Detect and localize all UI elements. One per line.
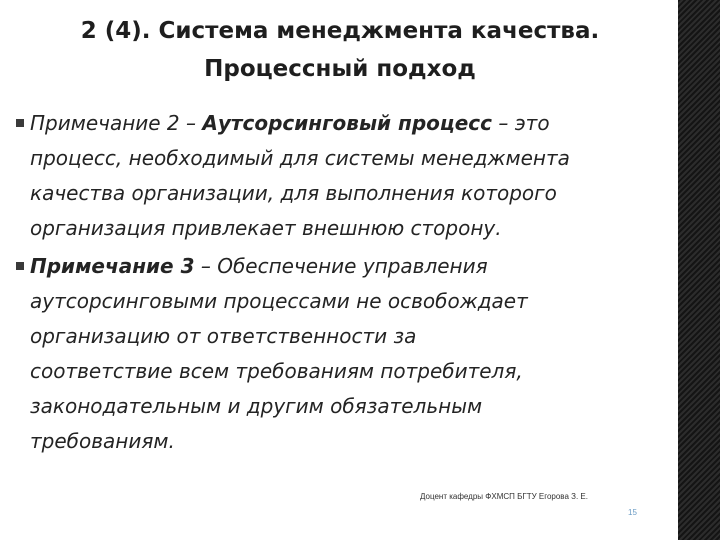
note-3-label: Примечание 3 — [30, 254, 195, 278]
note-3-line-3: организацию от ответственности за — [30, 324, 417, 348]
note-2-line-3: качества организации, для выполнения которого — [30, 181, 557, 205]
note-2-first-line — [30, 106, 666, 141]
page-number: 15 — [628, 508, 637, 517]
decorative-side-strip — [678, 0, 720, 540]
note-3-first-line — [30, 249, 666, 284]
slide-title-line-1: 2 (4). Система менеджмента качества. — [80, 18, 600, 44]
note-3-line-6: требованиям. — [30, 429, 175, 453]
slide-title-line-2: Процессный подход — [204, 56, 476, 82]
note-2-line-2: процесс, необходимый для системы менеджмента — [30, 146, 570, 170]
square-bullet-icon — [16, 119, 24, 127]
note-2-bullet — [16, 106, 666, 246]
square-bullet-icon — [16, 262, 24, 270]
footer-credit: Доцент кафедры ФХМСП БГТУ Егорова З. Е. — [420, 492, 588, 501]
note-2-after-term: – это — [491, 111, 550, 135]
note-2-term: Аутсорсинговый процесс — [202, 111, 492, 135]
note-2-dash: – — [179, 111, 203, 135]
note-3-line-2: аутсорсинговыми процессами не освобождает — [30, 289, 528, 313]
note-3-line-4: соответствие всем требованиям потребителя, — [30, 359, 523, 383]
note-3-bullet — [16, 249, 666, 459]
slide-title — [20, 12, 660, 88]
note-2-label: Примечание 2 — [30, 111, 180, 135]
note-3-line-5: законодательным и другим обязательным — [30, 394, 483, 418]
note-2-line-4: организация привлекает внешнюю сторону. — [30, 216, 502, 240]
note-3-first-line-rest: – Обеспечение управления — [194, 254, 488, 278]
slide-body — [16, 106, 666, 462]
